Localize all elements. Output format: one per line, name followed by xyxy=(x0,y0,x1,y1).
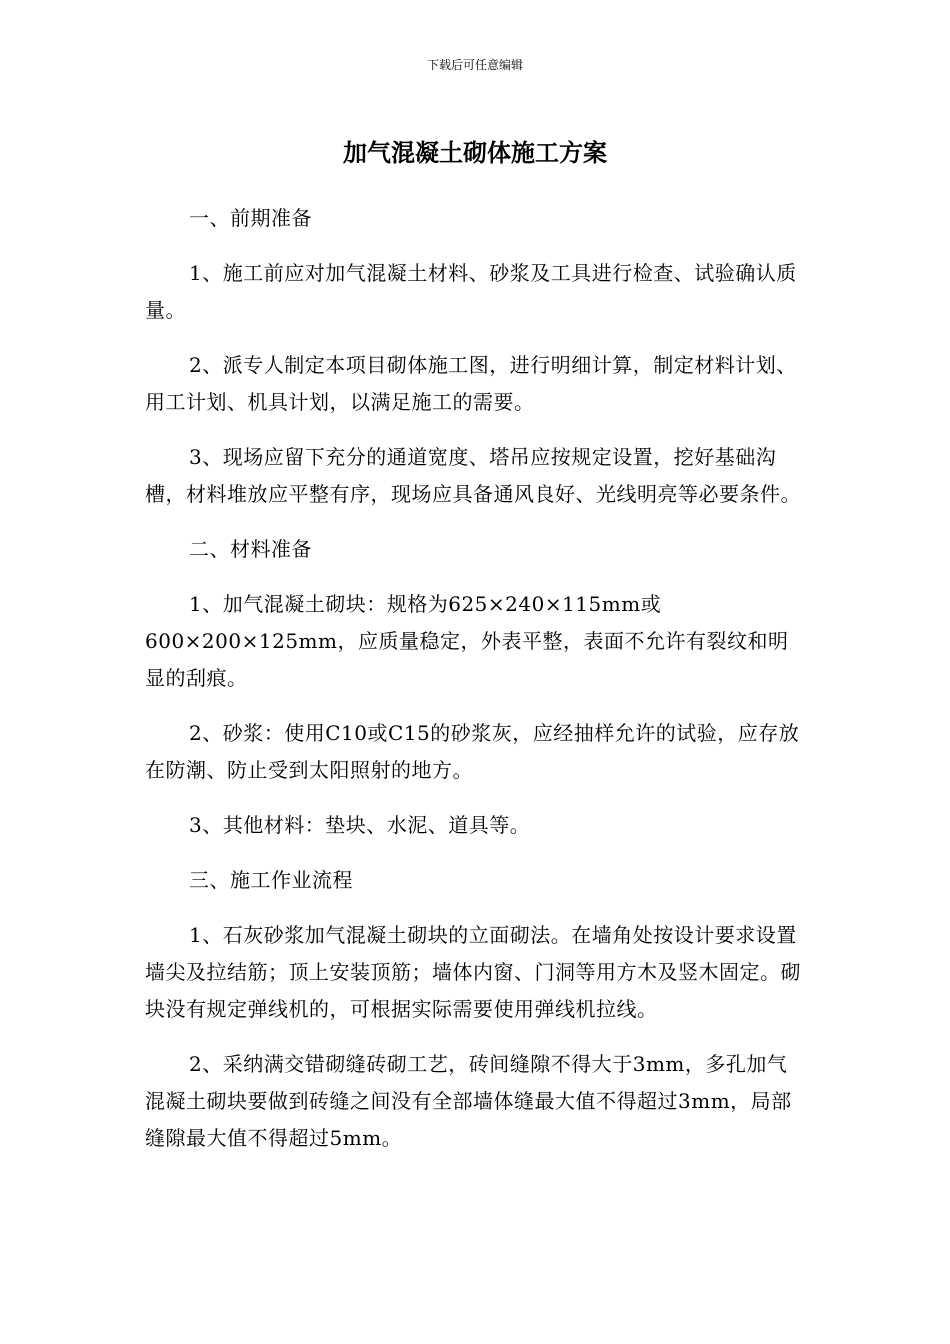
paragraph: 1、施工前应对加气混凝土材料、砂浆及工具进行检查、试验确认质量。 xyxy=(145,261,797,322)
paragraph: 3、现场应留下充分的通道宽度、塔吊应按规定设置，挖好基础沟槽，材料堆放应平整有序，现场应具备通风良好、光线明亮等必要条件。 xyxy=(145,445,801,506)
paragraph: 2、采纳满交错砌缝砖砌工艺，砖间缝隙不得大于3mm，多孔加气混凝土砌块要做到砖缝之间没有全部墙体缝最大值不得超过3mm，局部缝隙最大值不得超过5mm。 xyxy=(145,1052,792,1150)
section-heading-workflow: 三、施工作业流程 xyxy=(189,868,353,892)
section-heading-materials: 二、材料准备 xyxy=(189,537,312,561)
paragraph: 3、其他材料：垫块、水泥、道具等。 xyxy=(189,813,531,837)
header-note: 下载后可任意编辑 xyxy=(426,58,523,72)
document-title: 加气混凝土砌体施工方案 xyxy=(343,139,607,167)
document-body xyxy=(145,200,807,1175)
section-heading-preparation: 一、前期准备 xyxy=(189,206,312,230)
paragraph: 1、加气混凝土砌块：规格为625×240×115mm或600×200×125mm，应质量稳定，外表平整，表面不允许有裂纹和明显的刮痕。 xyxy=(145,592,789,690)
paragraph: 2、派专人制定本项目砌体施工图，进行明细计算，制定材料计划、用工计划、机具计划，以满足施工的需要。 xyxy=(145,353,797,414)
paragraph: 2、砂浆：使用C10或C15的砂浆灰，应经抽样允许的试验，应存放在防潮、防止受到太阳照射的地方。 xyxy=(145,721,800,782)
paragraph: 1、石灰砂浆加气混凝土砌块的立面砌法。在墙角处按设计要求设置墙尖及拉结筋；顶上安装顶筋；墙体内窗、门洞等用方木及竖木固定。砌块没有规定弹线机的，可根据实际需要使用弹线机拉线。 xyxy=(145,923,801,1021)
